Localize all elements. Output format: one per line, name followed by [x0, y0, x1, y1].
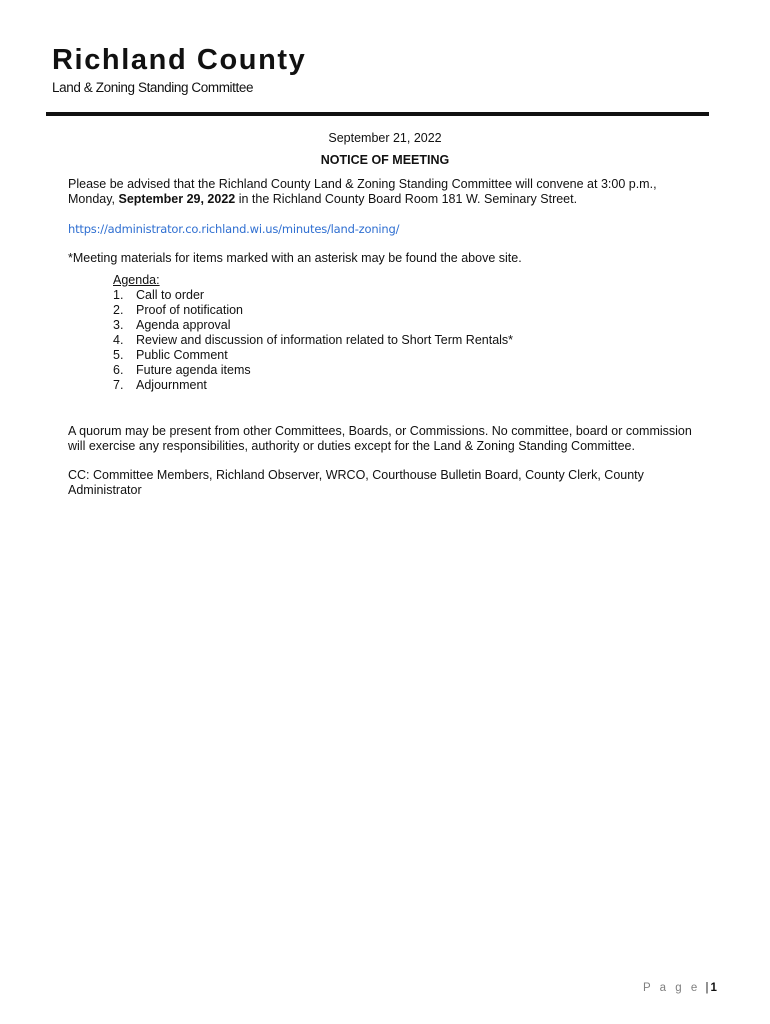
- notice-heading: NOTICE OF MEETING: [320, 153, 450, 167]
- intro-line-2-suffix: in the Richland County Board Room 181 W. Seminary Street.: [235, 192, 578, 206]
- agenda-item-text: Adjournment: [136, 378, 207, 392]
- agenda: [113, 273, 513, 393]
- agenda-item: [113, 363, 513, 378]
- agenda-item: [113, 333, 513, 348]
- agenda-item-text: Review and discussion of information related to Short Term Rentals*: [136, 333, 514, 347]
- quorum-line-2: will exercise any responsibilities, authority or duties except for the Land & Zoning Standing Committee.: [68, 439, 635, 453]
- intro-line-2-prefix: Monday,: [68, 192, 119, 206]
- quorum-paragraph: [68, 424, 692, 454]
- quorum-line-1: A quorum may be present from other Committees, Boards, or Commissions. No committee, board or commission: [68, 424, 692, 438]
- intro-paragraph: [68, 177, 657, 207]
- agenda-item-number: 1.: [113, 288, 124, 302]
- meeting-date: September 29, 2022: [118, 192, 236, 206]
- agenda-heading: Agenda:: [113, 273, 160, 287]
- page-separator: |: [705, 982, 709, 994]
- agenda-item-text: Call to order: [136, 288, 205, 302]
- agenda-item: [113, 318, 513, 333]
- org-title: Richland County: [52, 44, 307, 76]
- cc-line-1: CC: Committee Members, Richland Observer, WRCO, Courthouse Bulletin Board, County Clerk, County: [68, 468, 644, 482]
- agenda-item: [113, 378, 513, 393]
- agenda-item-number: 5.: [113, 348, 124, 362]
- agenda-item: [113, 288, 513, 303]
- agenda-item-number: 4.: [113, 333, 124, 347]
- agenda-list: [113, 288, 513, 393]
- page-number: 1: [710, 982, 717, 994]
- agenda-item-number: 2.: [113, 303, 124, 317]
- intro-line-2: [68, 192, 657, 207]
- agenda-item: [113, 303, 513, 318]
- agenda-item-number: 6.: [113, 363, 124, 377]
- agenda-item-text: Proof of notification: [136, 303, 244, 317]
- cc-line-2: Administrator: [68, 483, 142, 497]
- committee-subtitle: Land & Zoning Standing Committee: [52, 80, 254, 95]
- agenda-item-text: Agenda approval: [136, 318, 231, 332]
- cc-paragraph: [68, 468, 644, 498]
- notice-date: September 21, 2022: [328, 131, 442, 145]
- minutes-link[interactable]: https://administrator.co.richland.wi.us/minutes/land-zoning/: [68, 222, 400, 236]
- agenda-item-number: 7.: [113, 378, 124, 392]
- page-footer: [643, 982, 717, 994]
- page-label: P a g e: [643, 982, 701, 994]
- agenda-item-number: 3.: [113, 318, 124, 332]
- agenda-item-text: Public Comment: [136, 348, 228, 362]
- intro-line-1: Please be advised that the Richland County Land & Zoning Standing Committee will convene at 3:00 p.m.,: [68, 177, 657, 191]
- materials-note: *Meeting materials for items marked with an asterisk may be found the above site.: [68, 251, 522, 265]
- agenda-item: [113, 348, 513, 363]
- agenda-item-text: Future agenda items: [136, 363, 251, 377]
- header-divider: [46, 112, 709, 116]
